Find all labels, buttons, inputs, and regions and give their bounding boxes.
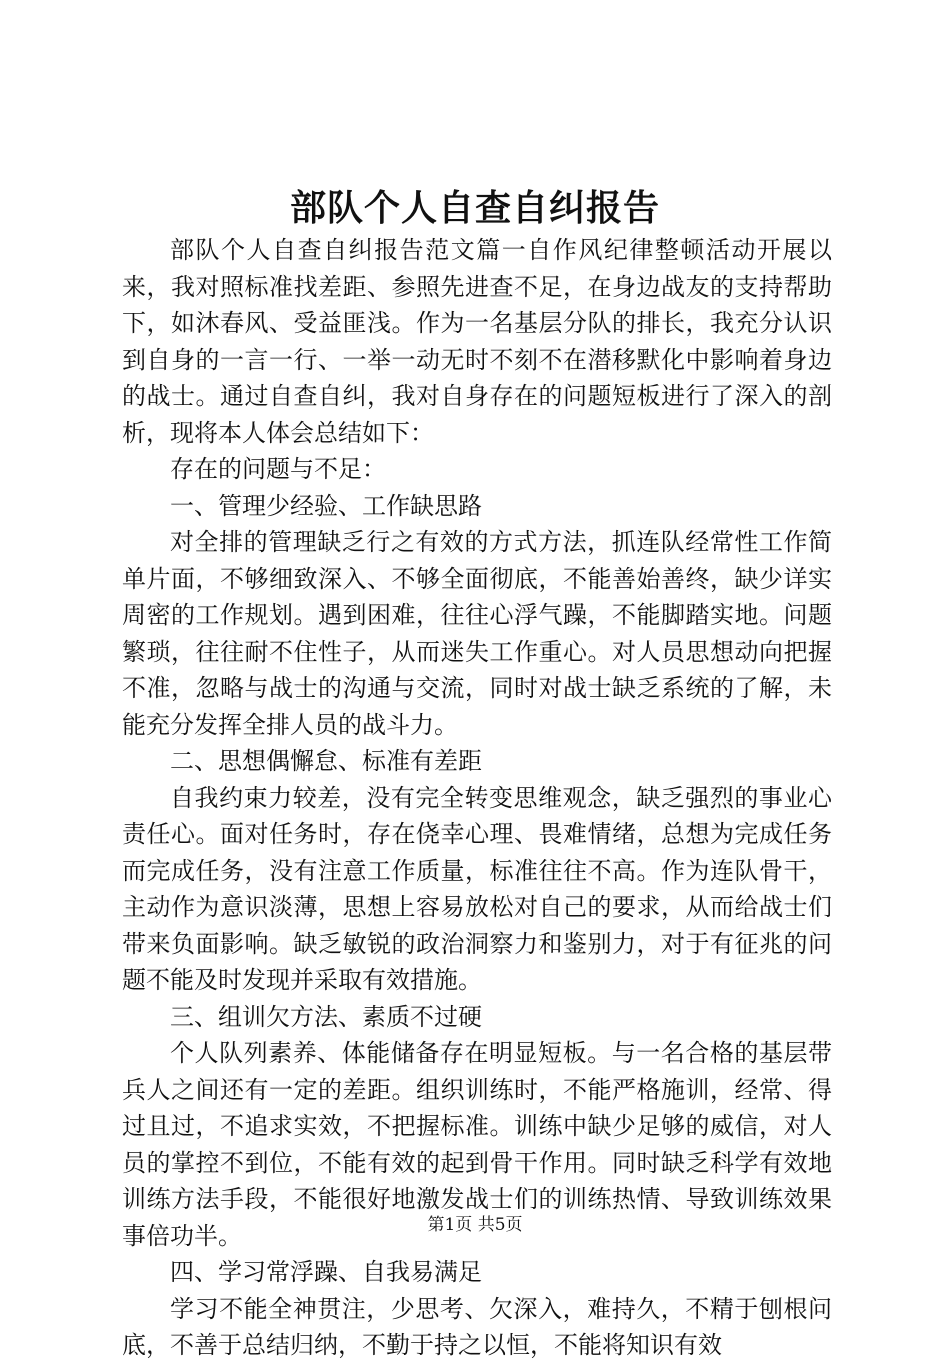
intro-paragraph: 部队个人自查自纠报告范文篇一自作风纪律整顿活动开展以来，我对照标准找差距、参照先进查不足，在身边战友的支持帮助下，如沐春风、受益匪浅。作为一名基层分队的排长，我充分认识到自身的一言一行、一举一动无时不刻不在潜移默化中影响着身边的战士。通过自查自纠，我对自身存在的问题短板进行了深入的剖析，现将本人体会总结如下： <box>122 236 832 447</box>
document-body <box>122 232 832 1364</box>
section-paragraph-1: 对全排的管理缺乏行之有效的方式方法，抓连队经常性工作简单片面，不够细致深入、不够全面彻底，不能善始善终，缺少详实周密的工作规划。遇到困难，往往心浮气躁，不能脚踏实地。问题繁琐，往往耐不住性子，从而迷失工作重心。对人员思想动向把握不准，忽略与战士的沟通与交流，同时对战士缺乏系统的了解，未能充分发挥全排人员的战斗力。 <box>122 528 832 739</box>
section-paragraph-2: 自我约束力较差，没有完全转变思维观念，缺乏强烈的事业心责任心。面对任务时，存在侥幸心理、畏难情绪，总想为完成任务而完成任务，没有注意工作质量，标准往往不高。作为连队骨干，主动作为意识淡薄，思想上容易放松对自己的要求，从而给战士们带来负面影响。缺乏敏锐的政治洞察力和鉴别力，对于有征兆的问题不能及时发现并采取有效措施。 <box>122 783 832 994</box>
section-heading-4: 四、学习常浮躁、自我易满足 <box>170 1258 482 1286</box>
section-heading-3: 三、组训欠方法、素质不过硬 <box>170 1002 482 1031</box>
section-heading-2: 二、思想偶懈怠、标准有差距 <box>170 747 482 775</box>
section-heading-1: 一、管理少经验、工作缺思路 <box>170 491 482 520</box>
section-heading-problems: 存在的问题与不足： <box>170 455 386 483</box>
page-number-footer: 第1页 共5页 <box>427 1215 523 1235</box>
document-title: 部队个人自查自纠报告 <box>289 187 660 229</box>
section-paragraph-4: 学习不能全神贯注，少思考、欠深入，难持久，不精于刨根问底，不善于总结归纳，不勤于持之以恒，不能将知识有效 <box>122 1294 832 1359</box>
section-paragraph-3: 个人队列素养、体能储备存在明显短板。与一名合格的基层带兵人之间还有一定的差距。组织训练时，不能严格施训，经常、得过且过，不追求实效，不把握标准。训练中缺少足够的威信，对人员的掌控不到位，不能有效的起到骨干作用。同时缺乏科学有效地训练方法手段，不能很好地激发战士们的训练热情、导致训练效果事倍功半。 <box>122 1039 832 1250</box>
